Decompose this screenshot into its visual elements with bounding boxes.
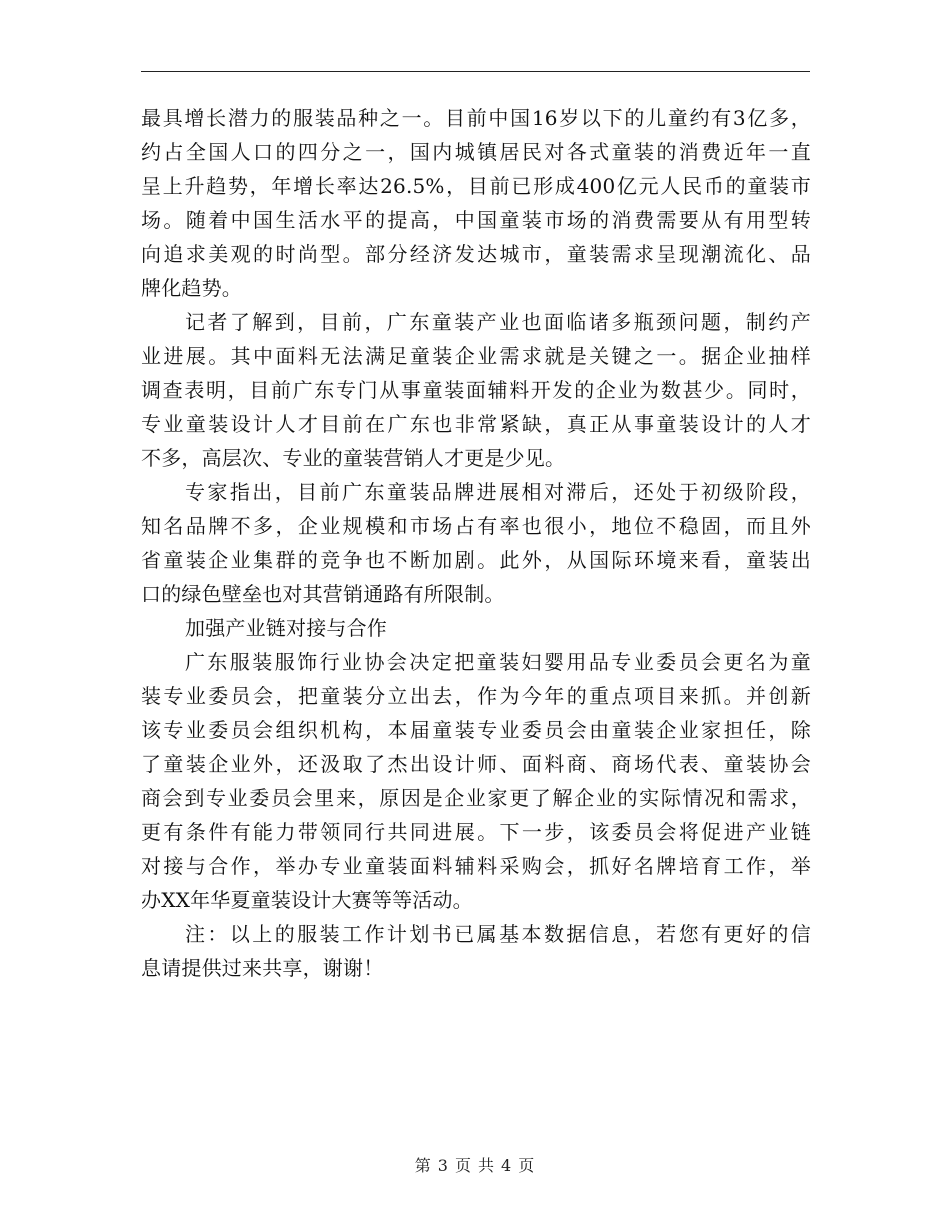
text-line: 最具增长潜力的服装品种之一。目前中国16岁以下的儿童约有3亿多， — [141, 106, 811, 130]
page-footer — [0, 1156, 950, 1176]
text-line: 约占全国人口的四分之一，国内城镇居民对各式童装的消费近年一直 — [141, 140, 811, 164]
body-text — [141, 101, 811, 985]
section-heading: 加强产业链对接与合作 — [185, 616, 387, 640]
text-line: 口的绿色壁垒也对其营销通路有所限制。 — [141, 582, 505, 606]
text-line: 省童装企业集群的竞争也不断加剧。此外，从国际环境来看，童装出 — [141, 548, 811, 572]
text-line: 更有条件有能力带领同行共同进展。下一步，该委员会将促进产业链 — [141, 820, 811, 844]
note-line: 注：以上的服装工作计划书已属基本数据信息，若您有更好的信 — [185, 922, 811, 946]
text-line: 呈上升趋势，年增长率达26.5%，目前已形成400亿元人民币的童装市 — [141, 174, 811, 198]
text-line: 了童装企业外，还汲取了杰出设计师、面料商、商场代表、童装协会 — [141, 752, 811, 776]
text-line: 办XX年华夏童装设计大赛等等活动。 — [141, 888, 473, 912]
text-line: 调查表明，目前广东专门从事童装面辅料开发的企业为数甚少。同时， — [141, 378, 811, 402]
current-page-number: 3 — [437, 1156, 449, 1175]
text-line: 向追求美观的时尚型。部分经济发达城市，童装需求呈现潮流化、品 — [141, 242, 811, 266]
note-line: 息请提供过来共享，谢谢！ — [141, 956, 384, 980]
footer-suffix: 页 — [518, 1156, 536, 1175]
text-line: 专业童装设计人才目前在广东也非常紧缺，真正从事童装设计的人才 — [141, 412, 811, 436]
footer-middle: 页 共 — [454, 1156, 496, 1175]
text-line: 场。随着中国生活水平的提高，中国童装市场的消费需要从有用型转 — [141, 208, 811, 232]
text-line: 记者了解到，目前，广东童装产业也面临诸多瓶颈问题，制约产 — [185, 310, 811, 334]
text-line: 牌化趋势。 — [141, 276, 242, 300]
text-line: 该专业委员会组织机构，本届童装专业委员会由童装企业家担任，除 — [141, 718, 811, 742]
footer-prefix: 第 — [414, 1156, 432, 1175]
header-rule — [141, 71, 810, 72]
text-line: 专家指出，目前广东童装品牌进展相对滞后，还处于初级阶段， — [185, 480, 811, 504]
text-line: 对接与合作，举办专业童装面料辅料采购会，抓好名牌培育工作，举 — [141, 854, 811, 878]
text-line: 广东服装服饰行业协会决定把童装妇婴用品专业委员会更名为童 — [185, 650, 811, 674]
text-line: 不多，高层次、专业的童装营销人才更是少见。 — [141, 446, 566, 470]
text-line: 商会到专业委员会里来，原因是企业家更了解企业的实际情况和需求， — [141, 786, 811, 810]
text-line: 业进展。其中面料无法满足童装企业需求就是关键之一。据企业抽样 — [141, 344, 811, 368]
text-line: 装专业委员会，把童装分立出去，作为今年的重点项目来抓。并创新 — [141, 684, 811, 708]
text-line: 知名品牌不多，企业规模和市场占有率也很小，地位不稳固，而且外 — [141, 514, 811, 538]
total-page-count: 4 — [501, 1156, 513, 1175]
